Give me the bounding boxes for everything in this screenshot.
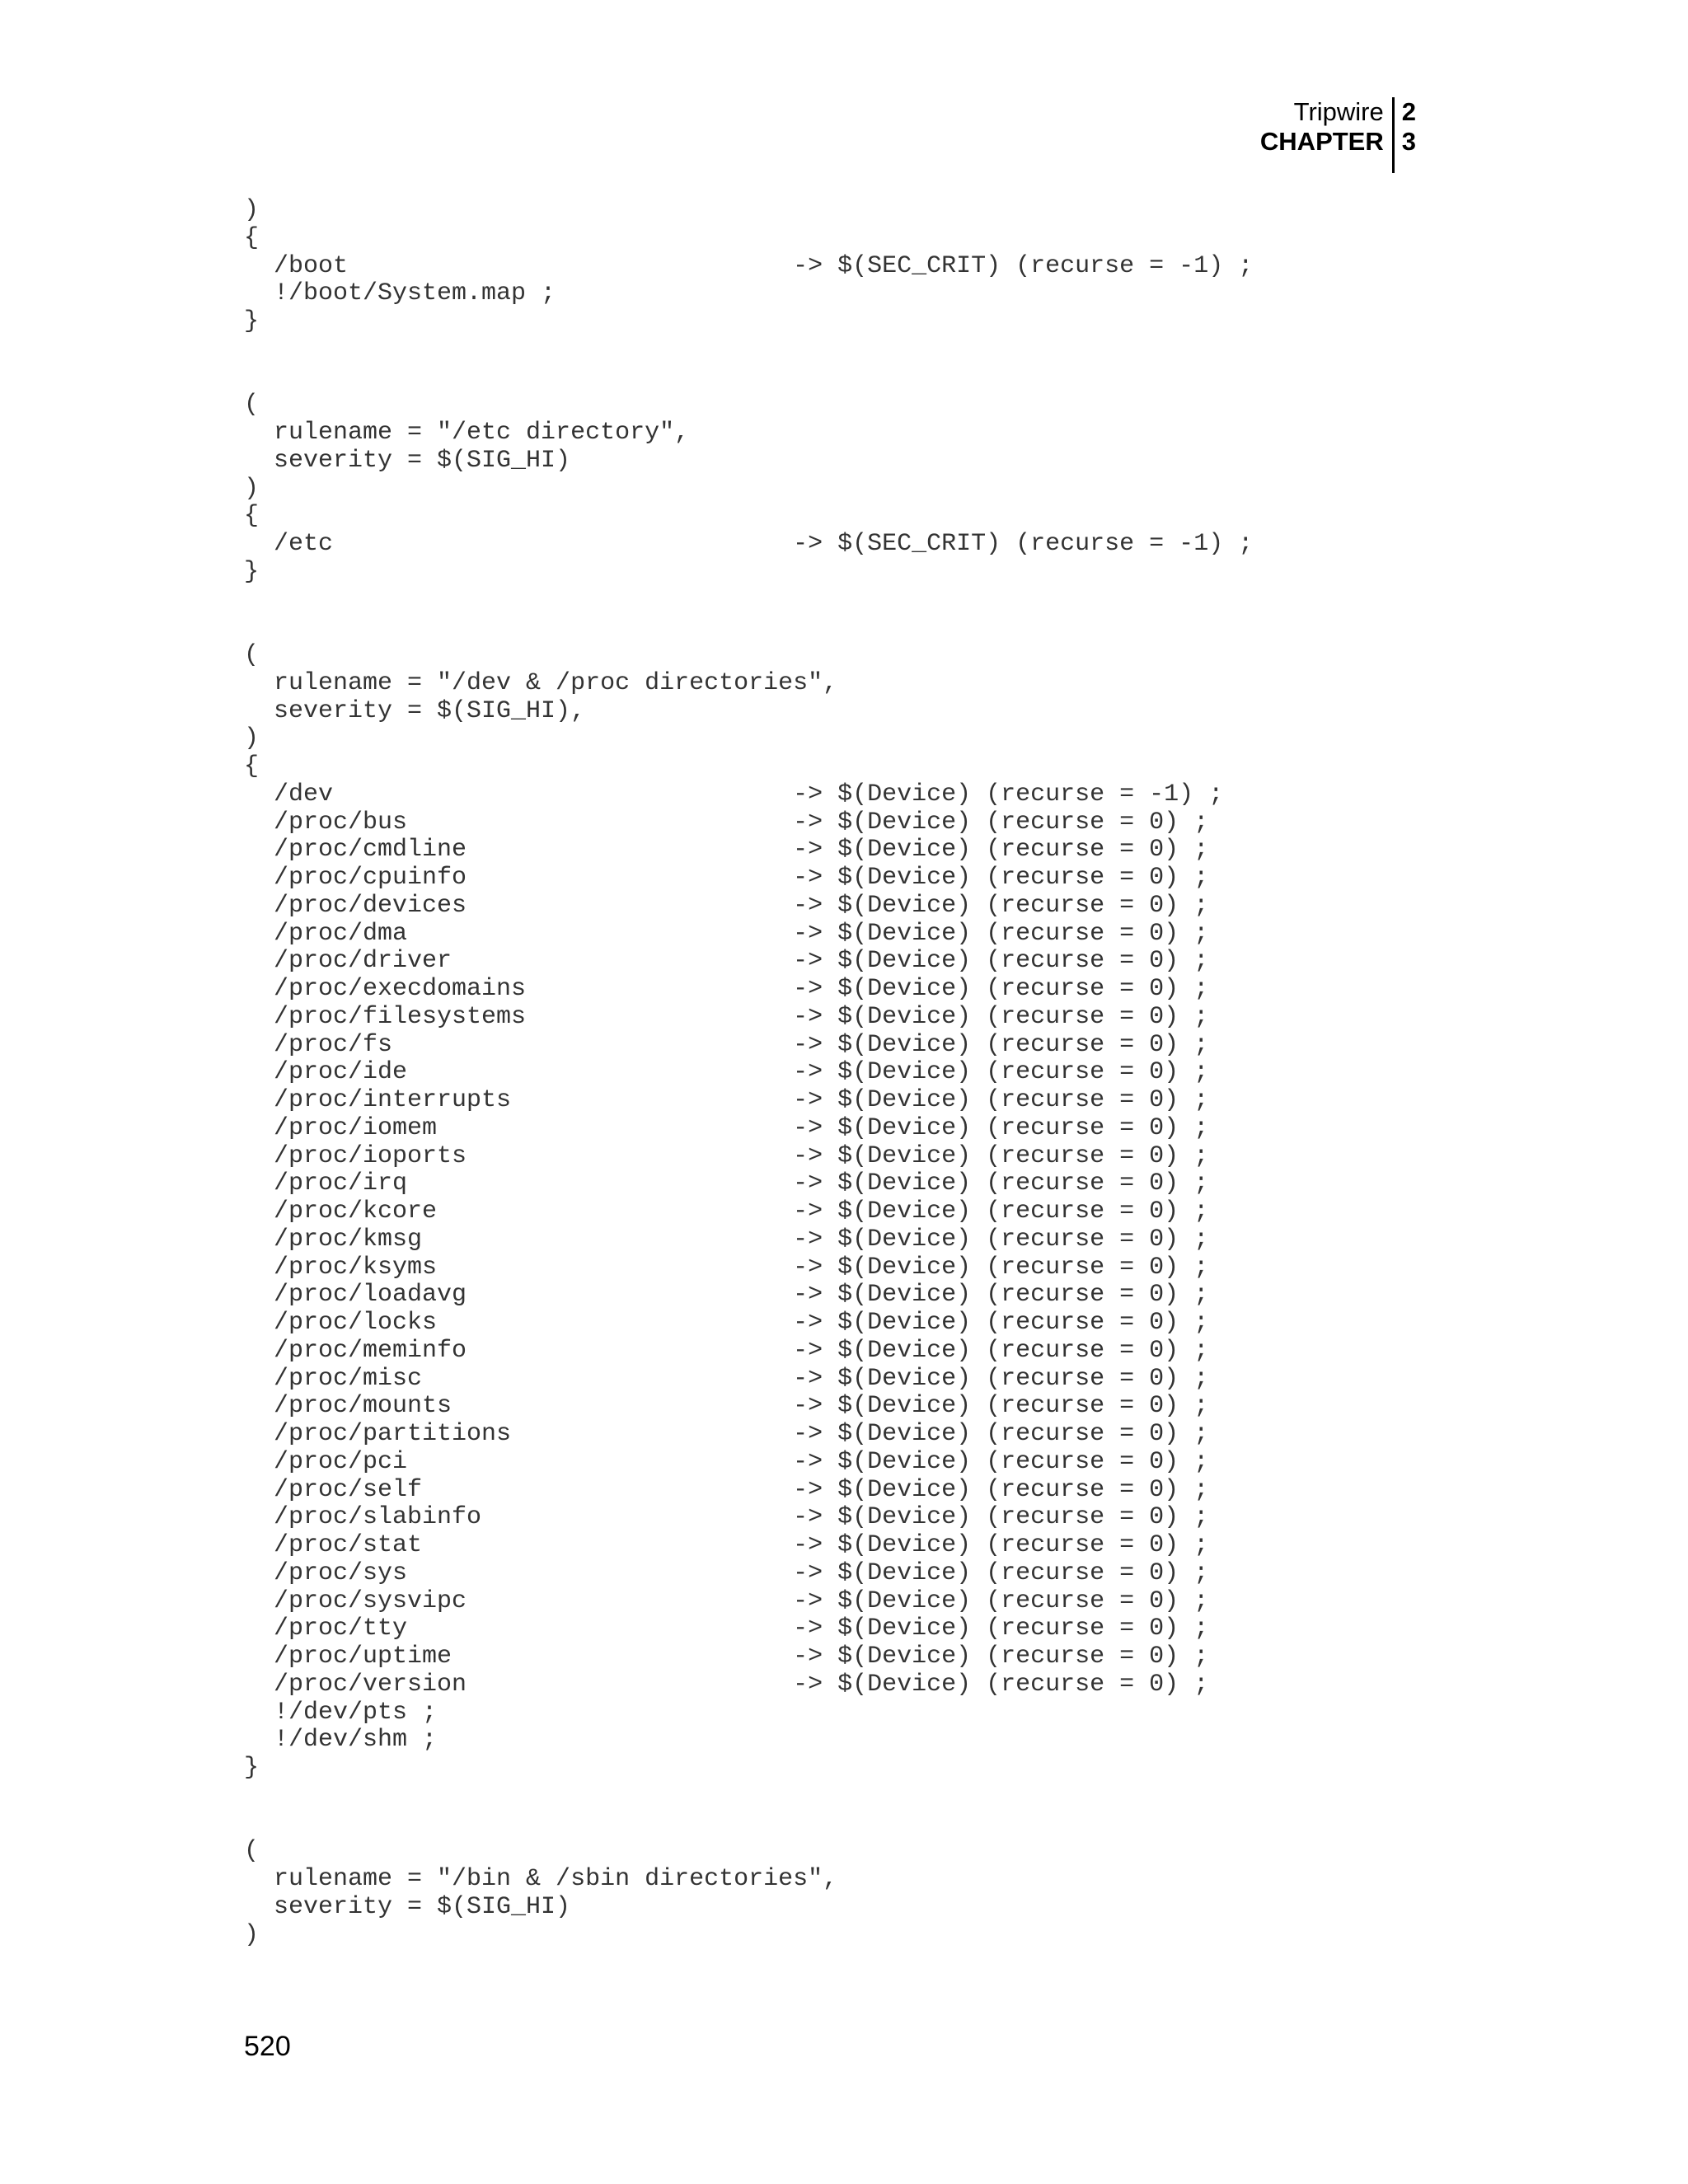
code-line: /dev -> $(Device) (recurse = -1) ; [244, 780, 1224, 808]
code-line: } [244, 557, 260, 586]
code-line: /proc/slabinfo -> $(Device) (recurse = 0) ; [244, 1503, 1209, 1532]
code-line: /proc/bus -> $(Device) (recurse = 0) ; [244, 808, 1209, 837]
code-line: /proc/kcore -> $(Device) (recurse = 0) ; [244, 1197, 1209, 1226]
chapter-number-digit-2: 3 [1401, 127, 1416, 156]
code-line: severity = $(SIG_HI), [244, 696, 586, 725]
chapter-title: Tripwire [1293, 97, 1384, 126]
code-line: /etc -> $(SEC_CRIT) (recurse = -1) ; [244, 530, 1254, 558]
code-line: /proc/version -> $(Device) (recurse = 0) ; [244, 1670, 1209, 1699]
code-line: /proc/sys -> $(Device) (recurse = 0) ; [244, 1558, 1209, 1587]
code-line: /proc/stat -> $(Device) (recurse = 0) ; [244, 1531, 1209, 1559]
page-number: 520 [244, 2031, 291, 2062]
code-line: ( [244, 1837, 260, 1866]
code-line: /proc/irq -> $(Device) (recurse = 0) ; [244, 1169, 1209, 1198]
code-line: /proc/pci -> $(Device) (recurse = 0) ; [244, 1447, 1209, 1476]
code-line: /proc/cpuinfo -> $(Device) (recurse = 0) ; [244, 864, 1209, 892]
code-line: /proc/misc -> $(Device) (recurse = 0) ; [244, 1364, 1209, 1393]
code-line: !/boot/System.map ; [244, 279, 556, 308]
code-line: /proc/execdomains -> $(Device) (recurse = 0) ; [244, 975, 1209, 1003]
code-line: /proc/ioports -> $(Device) (recurse = 0) ; [244, 1141, 1209, 1170]
code-line: /proc/self -> $(Device) (recurse = 0) ; [244, 1475, 1209, 1504]
code-line: severity = $(SIG_HI) [244, 1892, 571, 1921]
code-line [244, 614, 1253, 642]
code-line [244, 1811, 1253, 1839]
code-line [244, 1783, 1253, 1811]
chapter-number-digit-1: 2 [1401, 97, 1416, 126]
code-line: ( [244, 641, 260, 669]
code-listing [244, 197, 1253, 1949]
code-line: !/dev/pts ; [244, 1698, 438, 1727]
code-line: } [244, 1754, 260, 1782]
code-line: /proc/iomem -> $(Device) (recurse = 0) ; [244, 1113, 1209, 1142]
code-line: { [244, 502, 260, 531]
code-line: ) [244, 1920, 260, 1949]
code-line: rulename = "/dev & /proc directories", [244, 668, 838, 697]
code-line: rulename = "/etc directory", [244, 419, 690, 447]
code-line [244, 587, 1253, 615]
code-line: ( [244, 391, 260, 419]
header-left [1260, 97, 1392, 173]
code-line: /proc/cmdline -> $(Device) (recurse = 0) ; [244, 836, 1209, 865]
code-line: ) [244, 474, 260, 503]
code-line: /proc/mounts -> $(Device) (recurse = 0) ; [244, 1392, 1209, 1421]
code-line: { [244, 752, 260, 780]
code-line: /proc/fs -> $(Device) (recurse = 0) ; [244, 1030, 1209, 1059]
code-line: } [244, 307, 260, 335]
code-line: /proc/filesystems -> $(Device) (recurse = 0) ; [244, 1002, 1209, 1031]
code-line: /proc/ide -> $(Device) (recurse = 0) ; [244, 1058, 1209, 1087]
code-line: /proc/driver -> $(Device) (recurse = 0) ; [244, 947, 1209, 976]
code-line: /proc/meminfo -> $(Device) (recurse = 0) ; [244, 1336, 1209, 1365]
code-line: { [244, 223, 260, 252]
code-line: !/dev/shm ; [244, 1726, 438, 1755]
code-line: /proc/devices -> $(Device) (recurse = 0) ; [244, 891, 1209, 920]
code-line: /proc/uptime -> $(Device) (recurse = 0) ; [244, 1643, 1209, 1671]
code-line: /proc/loadavg -> $(Device) (recurse = 0) ; [244, 1281, 1209, 1310]
code-line: /proc/sysvipc -> $(Device) (recurse = 0) ; [244, 1586, 1209, 1615]
code-line: /proc/partitions -> $(Device) (recurse = 0) ; [244, 1420, 1209, 1448]
header-right [1395, 97, 1416, 173]
code-line: ) [244, 196, 260, 224]
code-line: /proc/kmsg -> $(Device) (recurse = 0) ; [244, 1225, 1209, 1254]
code-line [244, 336, 1253, 364]
running-header [1260, 97, 1416, 173]
code-line: /proc/dma -> $(Device) (recurse = 0) ; [244, 919, 1209, 948]
chapter-label: CHAPTER [1259, 127, 1384, 156]
code-line [244, 364, 1253, 392]
code-line: ) [244, 724, 260, 753]
code-line: /proc/tty -> $(Device) (recurse = 0) ; [244, 1615, 1209, 1643]
code-line: /proc/locks -> $(Device) (recurse = 0) ; [244, 1309, 1209, 1337]
code-line: rulename = "/bin & /sbin directories", [244, 1865, 838, 1893]
code-line: severity = $(SIG_HI) [244, 446, 571, 475]
code-line: /boot -> $(SEC_CRIT) (recurse = -1) ; [244, 251, 1254, 280]
code-line: /proc/ksyms -> $(Device) (recurse = 0) ; [244, 1253, 1209, 1282]
code-line: /proc/interrupts -> $(Device) (recurse = 0) ; [244, 1086, 1209, 1114]
